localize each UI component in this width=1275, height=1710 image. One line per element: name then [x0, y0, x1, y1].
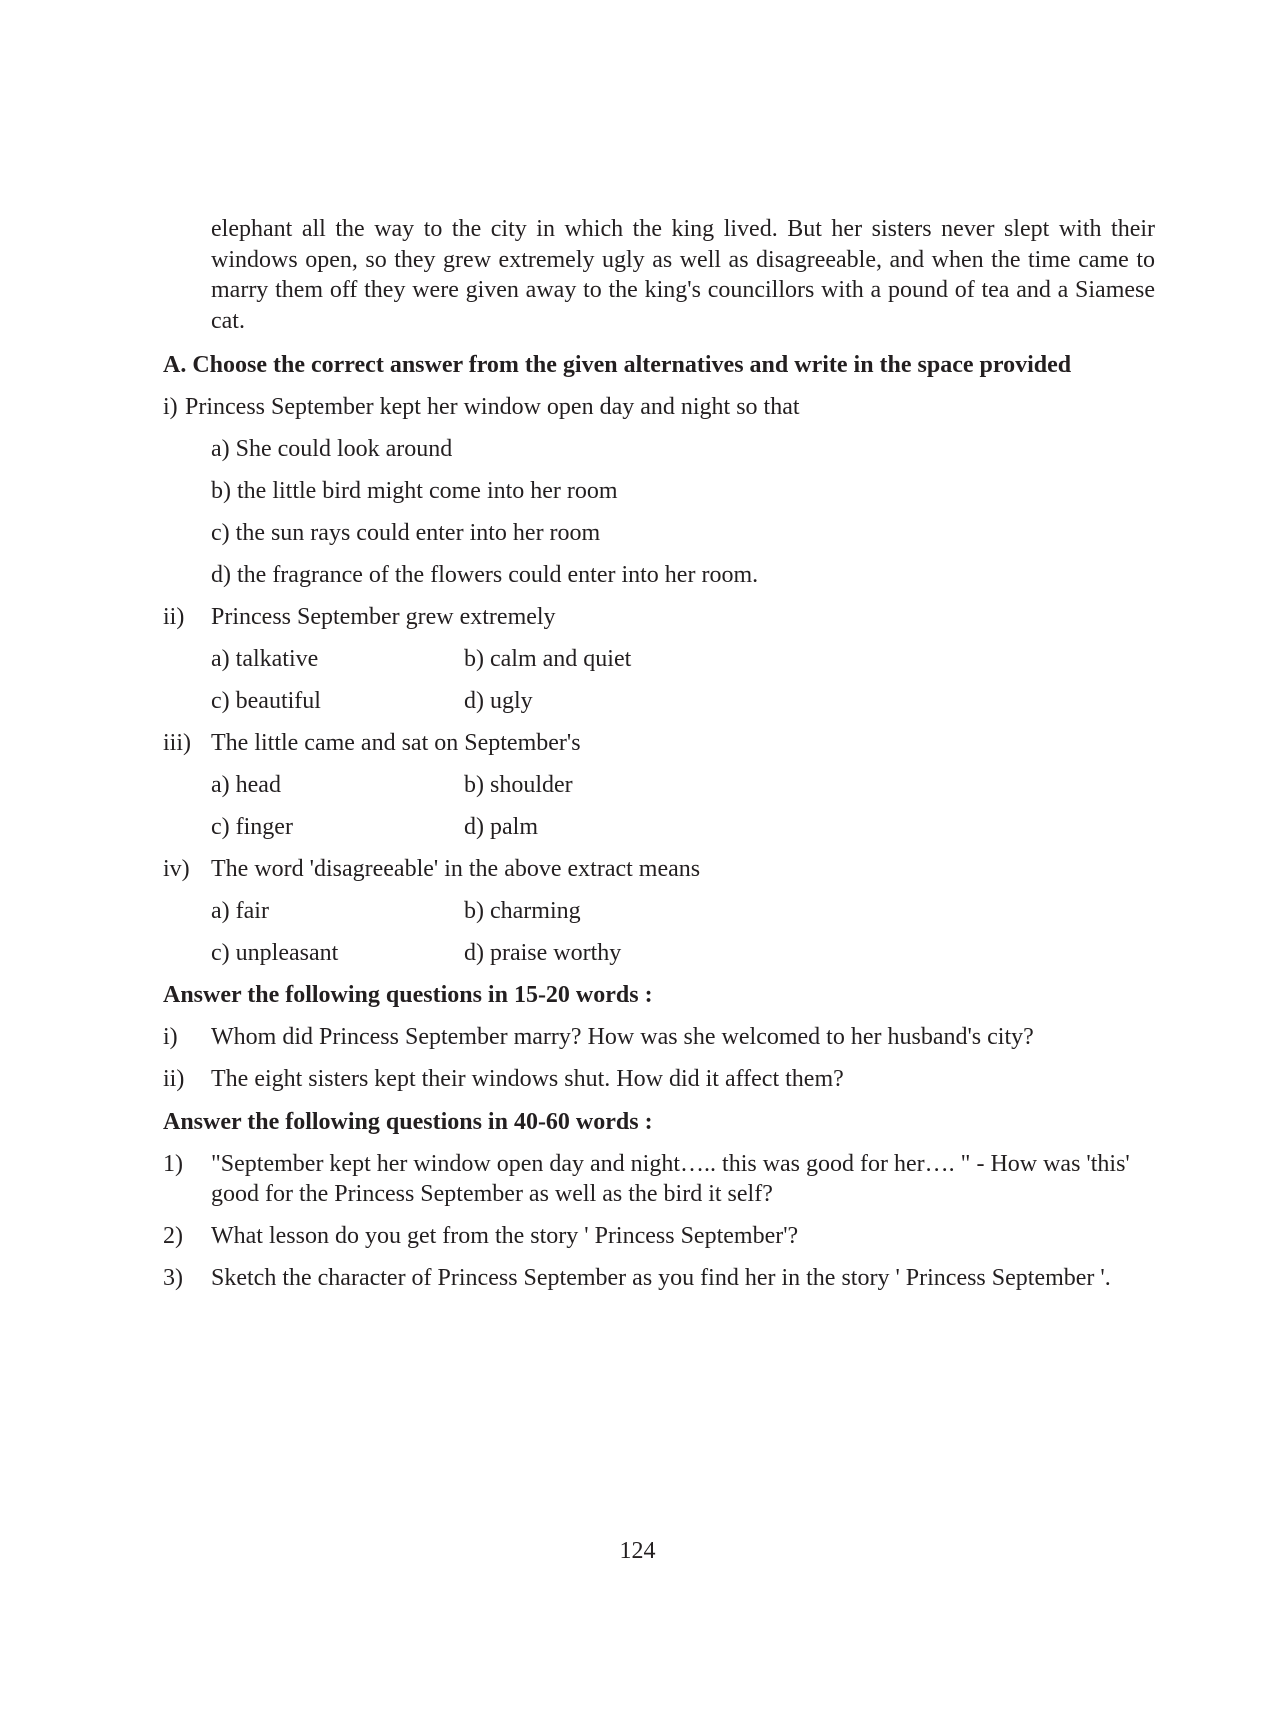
option: a) fair	[211, 898, 269, 924]
option: a) talkative	[211, 646, 319, 672]
question-number: i)	[163, 394, 178, 420]
question-number: 3)	[163, 1265, 183, 1291]
question-text: "September kept her window open day and night….. this was good for her…. " - How was 'this'	[211, 1151, 1130, 1177]
option: c) beautiful	[211, 688, 321, 714]
option: d) the fragrance of the flowers could enter into her room.	[211, 562, 759, 588]
passage-paragraph: elephant all the way to the city in which the king lived. But her sisters never slept with their windows open, so they grew extremely ugly as well as disagreeable, and when the time came to marry them off they were given away to the king's councillors with a pound of tea and a Siamese cat.	[211, 216, 1155, 334]
option: b) shoulder	[464, 772, 573, 798]
question-number: 2)	[163, 1223, 183, 1249]
question-number: ii)	[163, 604, 185, 630]
question-number: i)	[163, 1024, 178, 1050]
question-text: good for the Princess September as well as the bird it self?	[211, 1181, 773, 1207]
option: b) charming	[464, 898, 581, 924]
question-text: The word 'disagreeable' in the above extract means	[211, 856, 701, 882]
question-number: ii)	[163, 1066, 185, 1092]
long-answers-heading: Answer the following questions in 40-60 words :	[163, 1109, 653, 1135]
question-number: iv)	[163, 856, 190, 882]
question-text: What lesson do you get from the story ' Princess September'?	[211, 1223, 799, 1249]
option: a) head	[211, 772, 281, 798]
section-a-heading: A. Choose the correct answer from the given alternatives and write in the space provided	[163, 352, 1072, 378]
question-text: Whom did Princess September marry? How was she welcomed to her husband's city?	[211, 1024, 1034, 1050]
option: d) praise worthy	[464, 940, 622, 966]
question-text: The eight sisters kept their windows shut. How did it affect them?	[211, 1066, 844, 1092]
option: c) unpleasant	[211, 940, 339, 966]
option: b) the little bird might come into her room	[211, 478, 618, 504]
question-text: The little came and sat on September's	[211, 730, 581, 756]
question-text: Princess September kept her window open day and night so that	[185, 394, 800, 420]
option: d) palm	[464, 814, 538, 840]
page-number: 124	[619, 1538, 656, 1564]
option: a) She could look around	[211, 436, 453, 462]
option: c) the sun rays could enter into her room	[211, 520, 601, 546]
question-text: Sketch the character of Princess September as you find her in the story ' Princess September '.	[211, 1265, 1111, 1291]
question-number: iii)	[163, 730, 191, 756]
question-number: 1)	[163, 1151, 183, 1177]
option: c) finger	[211, 814, 293, 840]
option: d) ugly	[464, 688, 533, 714]
option: b) calm and quiet	[464, 646, 632, 672]
question-text: Princess September grew extremely	[211, 604, 556, 630]
short-answers-heading: Answer the following questions in 15-20 words :	[163, 982, 653, 1008]
